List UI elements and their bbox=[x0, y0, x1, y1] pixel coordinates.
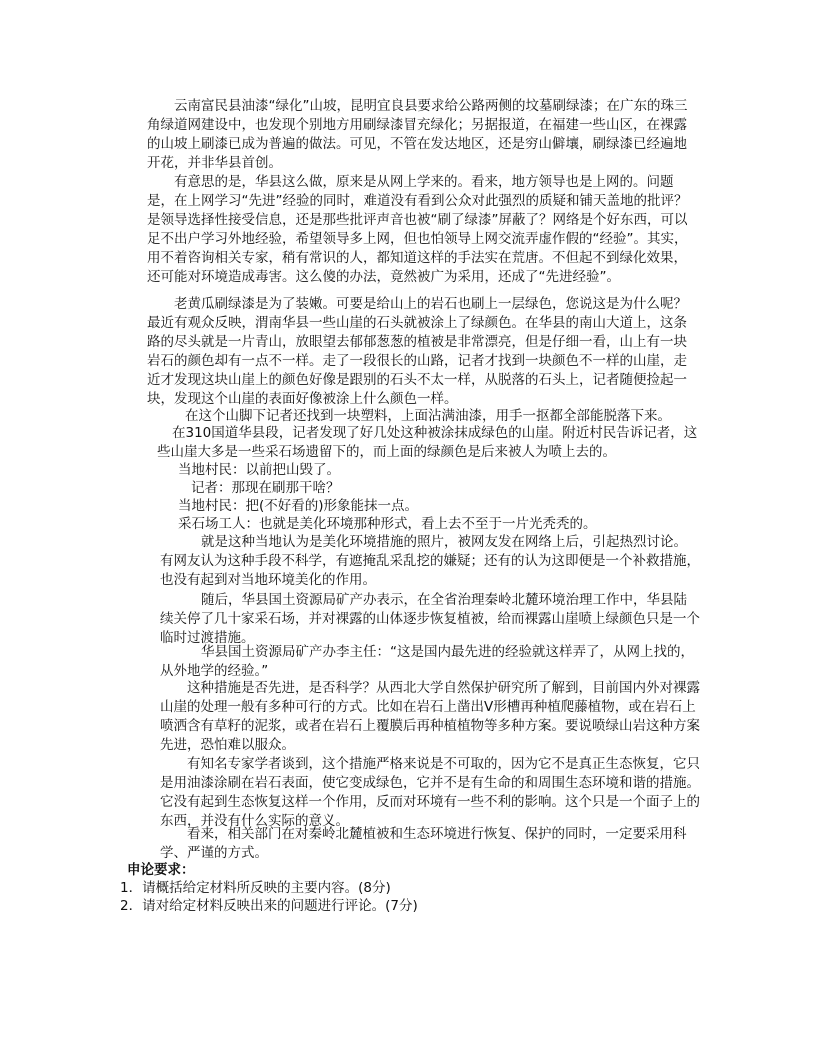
paragraph-2: 有意思的是，华县这么做，原来是从网上学来的。看来，地方领导也是上网的。问题是，在上网学习“先进”经验的同时，难道没有看到公众对此强烈的质疑和铺天盖地的批评？是领导选择性接受信息，还是那些批评声音也被“刷了绿漆”屏蔽了？网络是个好东西，可以足不出户学习外地经验，希望领导多上网，但也怕领导上网交流弄虚作假的“经验”。其实，用不着咨询相关专家，稍有常识的人，都知道这样的手法实在荒唐。不但起不到绿化效果，还可能对环境造成毒害。这么傻的办法，竟然被广为采用，还成了“先进经验”。 bbox=[147, 174, 688, 285]
paragraph-6: 就是这种当地认为是美化环境措施的照片，被网友发在网络上后，引起热烈讨论。有网友认为这种手段不科学，有遮掩乱采乱挖的嫌疑；还有的认为这即便是一个补救措施，也没有起到对当地环境美化的作用。 bbox=[160, 534, 700, 588]
dialogue-worker: 采石场工人：也就是美化环境那种形式，看上去不至于一片光秃秃的。 bbox=[178, 516, 597, 532]
paragraph-8: 华县国土资源局矿产办李主任：“这是国内最先进的经验就这样弄了，从网上找的，从外地学的经验。” bbox=[160, 644, 694, 679]
paragraph-3: 老黄瓜刷绿漆是为了装嫩。可要是给山上的岩石也刷上一层绿色，您说这是为什么呢？最近有观众反映，渭南华县一些山崖的石头就被涂上了绿颜色。在华县的南山大道上，这条路的尽头就是一片青山，放眼望去郁郁葱葱的植被是非常漂亮，但是仔细一看，山上有一块岩石的颜色却有一点不一样。走了一段很长的山路，记者才找到一块颜色不一样的山崖，走近才发现这块山崖上的颜色好像是跟别的石头不太一样，从脱落的石头上，记者随便捡起一块，发现这个山崖的表面好像被涂上什么颜色一样。 bbox=[147, 296, 687, 407]
dialogue-villager-2: 当地村民：把(不好看的)形象能抹一点。 bbox=[178, 498, 419, 514]
requirement-item-2: 2．请对给定材料反映出来的问题进行评论。(7分) bbox=[120, 898, 418, 914]
paragraph-11: 看来，相关部门在对秦岭北麓植被和生态环境进行恢复、保护的同时，一定要采用科学、严谨的方式。 bbox=[160, 826, 687, 861]
paragraph-4: 在这个山脚下记者还找到一块塑料，上面沾满油漆，用手一抠都全部能脱落下来。 bbox=[185, 408, 671, 424]
paragraph-10: 有知名专家学者谈到，这个措施严格来说是不可取的，因为它不是真正生态恢复，它只是用油漆涂刷在岩石表面，使它变成绿色，它并不是有生命的和周围生态环境和谐的措施。它没有起到生态恢复这样一个作用，反而对环境有一些不利的影响。这个只是一个面子上的东西，并没有什么实际的意义。 bbox=[160, 756, 700, 829]
dialogue-reporter: 记者：那现在刷那干啥？ bbox=[191, 480, 340, 496]
requirement-item-1: 1．请概括给定材料所反映的主要内容。(8分) bbox=[120, 880, 391, 896]
dialogue-villager-1: 当地村民：以前把山毁了。 bbox=[178, 462, 340, 478]
paragraph-9: 这种措施是否先进，是否科学？从西北大学自然保护研究所了解到，目前国内外对裸露山崖的处理一般有多种可行的方式。比如在岩石上凿出V形槽再种植爬藤植物，或在岩石上喷洒含有草籽的泥浆，或者在岩石上覆膜后再种植植物等多种方案。要说喷绿山岩这种方案先进，恐怕难以服众。 bbox=[160, 680, 700, 753]
paragraph-5: 在310国道华县段，记者发现了好几处这种被涂抹成绿色的山崖。附近村民告诉记者，这些山崖大多是一些采石场遗留下的，而上面的绿颜色是后来被人为喷上去的。 bbox=[157, 425, 698, 460]
requirements-heading: 申论要求： bbox=[127, 862, 195, 878]
paragraph-7: 随后，华县国土资源局矿产办表示，在全省治理秦岭北麓环境治理工作中，华县陆续关停了几十家采石场，并对裸露的山体逐步恢复植被，给而裸露山崖喷上绿颜色只是一个临时过渡措施。 bbox=[160, 592, 700, 646]
paragraph-1: 云南富民县油漆“绿化”山坡，昆明宜良县要求给公路两侧的坟墓刷绿漆；在广东的珠三角绿道网建设中，也发现个别地方用刷绿漆冒充绿化；另据报道，在福建一些山区，在裸露的山坡上刷漆已成为普遍的做法。可见，不管在发达地区，还是穷山僻壤，刷绿漆已经遍地开花，并非华县首创。 bbox=[147, 98, 688, 171]
